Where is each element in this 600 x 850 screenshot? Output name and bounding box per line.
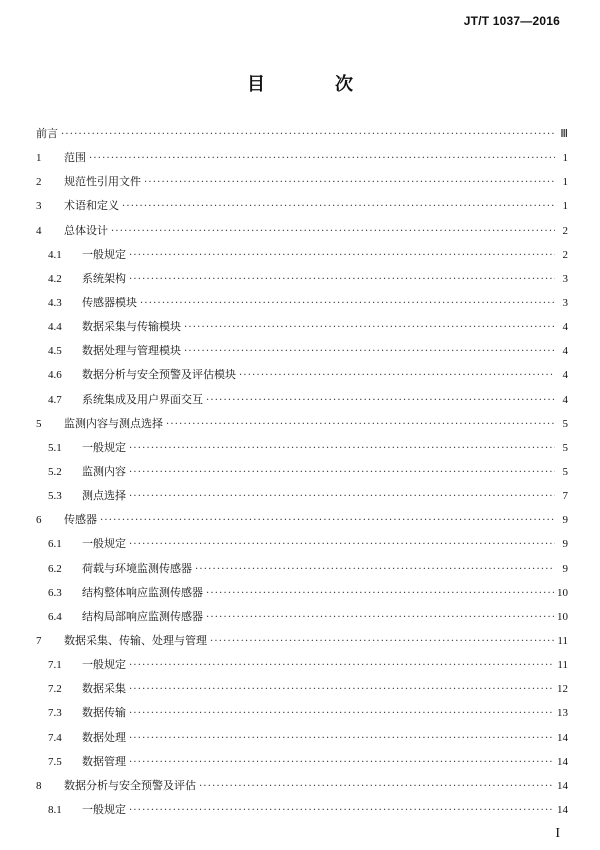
toc-dot-leader xyxy=(100,509,555,533)
toc-dot-leader xyxy=(129,702,554,726)
page-number: I xyxy=(555,826,560,841)
toc-entry-page: 1 xyxy=(562,152,568,165)
toc-entry-page: 5 xyxy=(562,465,568,478)
toc-entry-page: 4 xyxy=(562,369,568,382)
toc-entry-page: 14 xyxy=(557,755,568,768)
toc-entry-title: 一般规定 xyxy=(82,440,126,454)
toc-entry-number: 4.5 xyxy=(48,345,62,358)
toc-entry-page: 14 xyxy=(557,779,568,792)
toc-entry-title: 数据处理与管理模块 xyxy=(82,344,181,358)
toc-entry-number: 7.1 xyxy=(48,659,62,672)
toc-entry-number: 6.1 xyxy=(48,538,62,551)
toc-dot-leader xyxy=(199,775,554,799)
toc-entry-page: 3 xyxy=(562,272,568,285)
toc-entry-page: 9 xyxy=(562,562,568,575)
toc-entry[interactable] xyxy=(36,653,568,677)
toc-dot-leader xyxy=(129,485,555,509)
toc-dot-leader xyxy=(140,292,555,316)
toc-entry[interactable] xyxy=(36,388,568,412)
toc-entry-page: 11 xyxy=(557,659,568,672)
toc-dot-leader xyxy=(129,533,555,557)
toc-entry-title: 一般规定 xyxy=(82,247,126,261)
toc-entry-number: 7 xyxy=(36,634,42,647)
standard-code: JT/T 1037—2016 xyxy=(463,14,560,28)
toc-entry-title: 传感器 xyxy=(64,513,97,527)
toc-dot-leader xyxy=(89,147,555,171)
toc-dot-leader xyxy=(61,123,555,147)
toc-entry-number: 2 xyxy=(36,176,42,189)
toc-entry-page: 9 xyxy=(562,538,568,551)
toc-entry[interactable] xyxy=(36,315,568,339)
toc-entry[interactable] xyxy=(36,774,568,798)
toc-dot-leader xyxy=(129,461,555,485)
toc-entry-title: 规范性引用文件 xyxy=(64,175,141,189)
toc-entry[interactable] xyxy=(36,146,568,170)
toc-entry[interactable] xyxy=(36,701,568,725)
toc-entry[interactable] xyxy=(36,243,568,267)
toc-entry-number: 8.1 xyxy=(48,803,62,816)
toc-entry-number: 3 xyxy=(36,200,42,213)
toc-dot-leader xyxy=(129,751,554,775)
toc-entry-title: 范围 xyxy=(64,151,86,165)
toc-dot-leader xyxy=(166,413,555,437)
toc-dot-leader xyxy=(129,654,554,678)
toc-entry-title: 传感器模块 xyxy=(82,295,137,309)
toc-entry-number: 6.4 xyxy=(48,610,62,623)
toc-entry-page: 4 xyxy=(562,393,568,406)
toc-entry-number: 6.3 xyxy=(48,586,62,599)
toc-entry-title: 数据采集与传输模块 xyxy=(82,320,181,334)
toc-entry[interactable] xyxy=(36,460,568,484)
toc-dot-leader xyxy=(129,727,554,751)
toc-entry-title: 测点选择 xyxy=(82,489,126,503)
toc-entry-title: 数据采集、传输、处理与管理 xyxy=(64,633,207,647)
toc-entry[interactable] xyxy=(36,122,568,146)
table-of-contents xyxy=(36,122,568,822)
toc-dot-leader xyxy=(184,316,555,340)
toc-entry[interactable] xyxy=(36,170,568,194)
toc-entry-title: 数据分析与安全预警及评估模块 xyxy=(82,368,236,382)
toc-entry[interactable] xyxy=(36,726,568,750)
toc-dot-leader xyxy=(129,799,554,823)
toc-entry-title: 数据管理 xyxy=(82,754,126,768)
toc-entry[interactable] xyxy=(36,605,568,629)
toc-entry-title: 一般规定 xyxy=(82,658,126,672)
toc-dot-leader xyxy=(129,244,555,268)
toc-entry-number: 7.2 xyxy=(48,683,62,696)
toc-entry-number: 6 xyxy=(36,514,42,527)
toc-entry[interactable] xyxy=(36,581,568,605)
toc-entry[interactable] xyxy=(36,484,568,508)
toc-entry-title: 总体设计 xyxy=(64,223,108,237)
toc-entry-title: 术语和定义 xyxy=(64,199,119,213)
toc-entry-number: 7.5 xyxy=(48,755,62,768)
page-title: 目 次 xyxy=(247,74,379,95)
toc-dot-leader xyxy=(129,678,554,702)
toc-entry-title: 结构局部响应监测传感器 xyxy=(82,609,203,623)
toc-entry[interactable] xyxy=(36,267,568,291)
toc-entry-title: 数据传输 xyxy=(82,706,126,720)
toc-dot-leader xyxy=(195,558,555,582)
toc-entry-page: 4 xyxy=(562,321,568,334)
toc-entry-title: 系统集成及用户界面交互 xyxy=(82,392,203,406)
toc-entry-page: 14 xyxy=(557,731,568,744)
toc-dot-leader xyxy=(184,340,555,364)
toc-entry-page: 9 xyxy=(562,514,568,527)
toc-dot-leader xyxy=(206,389,555,413)
toc-entry-title: 监测内容与测点选择 xyxy=(64,416,163,430)
toc-entry[interactable] xyxy=(36,412,568,436)
toc-entry-page: 12 xyxy=(557,683,568,696)
toc-entry[interactable] xyxy=(36,532,568,556)
toc-entry-number: 1 xyxy=(36,152,42,165)
toc-entry-title: 一般规定 xyxy=(82,802,126,816)
toc-dot-leader xyxy=(239,364,555,388)
toc-entry-page: 3 xyxy=(562,296,568,309)
toc-entry-number: 6.2 xyxy=(48,562,62,575)
toc-entry-page: 7 xyxy=(562,490,568,503)
toc-entry-title: 数据分析与安全预警及评估 xyxy=(64,778,196,792)
toc-entry-title: 结构整体响应监测传感器 xyxy=(82,585,203,599)
toc-dot-leader xyxy=(144,171,555,195)
toc-entry-number: 5.1 xyxy=(48,441,62,454)
toc-entry-page: Ⅲ xyxy=(560,128,568,140)
toc-entry-number: 5.2 xyxy=(48,465,62,478)
toc-entry[interactable] xyxy=(36,557,568,581)
toc-entry-page: 11 xyxy=(557,634,568,647)
toc-entry[interactable] xyxy=(36,798,568,822)
toc-entry-number: 7.4 xyxy=(48,731,62,744)
toc-entry-title: 数据采集 xyxy=(82,682,126,696)
toc-entry[interactable] xyxy=(36,436,568,460)
toc-dot-leader xyxy=(206,606,554,630)
toc-entry-page: 14 xyxy=(557,803,568,816)
toc-entry[interactable] xyxy=(36,363,568,387)
toc-entry-number: 7.3 xyxy=(48,707,62,720)
toc-entry-page: 13 xyxy=(557,707,568,720)
toc-entry-page: 10 xyxy=(557,610,568,623)
toc-entry-page: 1 xyxy=(562,200,568,213)
toc-entry-number: 4.2 xyxy=(48,272,62,285)
toc-entry-page: 10 xyxy=(557,586,568,599)
toc-entry-number: 5 xyxy=(36,417,42,430)
toc-entry-number: 4.6 xyxy=(48,369,62,382)
toc-entry-page: 4 xyxy=(562,345,568,358)
toc-entry-title: 数据处理 xyxy=(82,730,126,744)
toc-entry-page: 5 xyxy=(562,417,568,430)
toc-entry-page: 5 xyxy=(562,441,568,454)
toc-entry-title: 荷载与环境监测传感器 xyxy=(82,561,192,575)
toc-entry[interactable] xyxy=(36,677,568,701)
toc-entry-number: 8 xyxy=(36,779,42,792)
toc-entry-title: 前言 xyxy=(36,127,58,140)
toc-entry-page: 2 xyxy=(562,248,568,261)
toc-dot-leader xyxy=(210,630,554,654)
toc-entry-title: 系统架构 xyxy=(82,271,126,285)
toc-entry-number: 4.7 xyxy=(48,393,62,406)
toc-entry[interactable] xyxy=(36,194,568,218)
toc-dot-leader xyxy=(122,195,555,219)
toc-entry-title: 监测内容 xyxy=(82,464,126,478)
toc-entry-number: 4.4 xyxy=(48,321,62,334)
toc-entry-number: 5.3 xyxy=(48,490,62,503)
toc-entry-number: 4.1 xyxy=(48,248,62,261)
toc-entry-number: 4.3 xyxy=(48,296,62,309)
toc-entry-page: 1 xyxy=(562,176,568,189)
toc-entry[interactable] xyxy=(36,219,568,243)
toc-entry[interactable] xyxy=(36,750,568,774)
toc-entry[interactable] xyxy=(36,339,568,363)
toc-entry[interactable] xyxy=(36,508,568,532)
toc-dot-leader xyxy=(129,437,555,461)
toc-entry[interactable] xyxy=(36,291,568,315)
toc-entry-page: 2 xyxy=(562,224,568,237)
toc-entry-title: 一般规定 xyxy=(82,537,126,551)
toc-dot-leader xyxy=(206,582,554,606)
toc-entry[interactable] xyxy=(36,629,568,653)
toc-dot-leader xyxy=(111,220,555,244)
toc-entry-number: 4 xyxy=(36,224,42,237)
toc-dot-leader xyxy=(129,268,555,292)
